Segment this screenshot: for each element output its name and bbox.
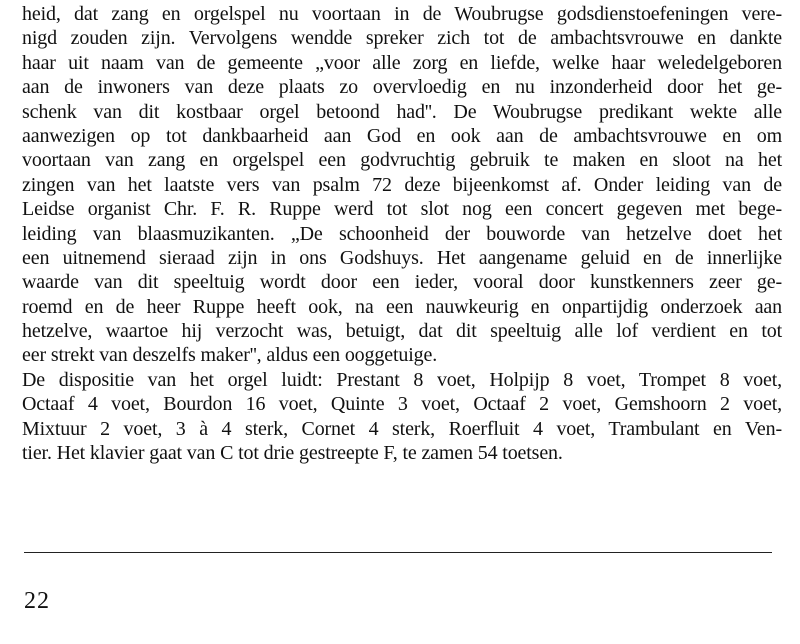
page-number: 22 — [24, 588, 50, 614]
footer-divider — [24, 552, 772, 553]
text-line: roemd en de heer Ruppe heeft ook, na een nauwkeurig en onpartijdig onderzoek aan — [22, 295, 782, 318]
text-line: een uitnemend sieraad zijn in ons Godshuys. Het aangename geluid en de innerlijke — [22, 246, 782, 269]
text-line: nigd zouden zijn. Vervolgens wendde spreker zich tot de ambachtsvrouwe en dankte — [22, 27, 782, 50]
text-line: eer strekt van deszelfs maker'', aldus een ooggetuige. — [22, 344, 438, 367]
text-line: Mixtuur 2 voet, 3 à 4 sterk, Cornet 4 sterk, Roerfluit 4 voet, Trambulant en Ven- — [22, 417, 782, 440]
text-line: haar uit naam van de gemeente „voor alle zorg en liefde, welke haar weledelgeboren — [22, 51, 782, 74]
text-line: heid, dat zang en orgelspel nu voortaan in de Woubrugse godsdienstoefeningen vere- — [22, 3, 782, 25]
text-line: Leidse organist Chr. F. R. Ruppe werd tot slot nog een concert gegeven met bege- — [22, 198, 782, 221]
text-line: hetzelve, waartoe hij verzocht was, betuigt, dat dit speeltuig alle lof verdient en tot — [22, 320, 782, 343]
paragraph-2 — [22, 368, 782, 466]
text-line: aan de inwoners van deze plaats zo overvloedig en nu inzonderheid door het ge- — [22, 76, 782, 99]
paragraph-1 — [22, 2, 782, 368]
text-line: aanwezigen op tot dankbaarheid aan God en ook aan de ambachtsvrouwe en om — [22, 124, 782, 147]
text-line: voortaan van zang en orgelspel een godvruchtig gebruik te maken en sloot na het — [22, 149, 782, 172]
text-line: Octaaf 4 voet, Bourdon 16 voet, Quinte 3 voet, Octaaf 2 voet, Gemshoorn 2 voet, — [22, 393, 782, 416]
text-line: tier. Het klavier gaat van C tot drie gestreepte F, te zamen 54 toetsen. — [22, 442, 563, 465]
text-line: schenk van dit kostbaar orgel betoond had''. De Woubrugse predikant wekte alle — [22, 100, 782, 123]
body-text — [22, 2, 782, 465]
text-line: De dispositie van het orgel luidt: Prestant 8 voet, Holpijp 8 voet, Trompet 8 voet, — [22, 368, 782, 391]
text-line: waarde van dit speeltuig wordt door een ieder, vooral door kunstkenners zeer ge- — [22, 271, 782, 294]
text-line: zingen van het laatste vers van psalm 72 deze bijeenkomst af. Onder leiding van de — [22, 173, 782, 196]
text-line: leiding van blaasmuzikanten. „De schoonheid der bouworde van hetzelve doet het — [22, 222, 782, 245]
